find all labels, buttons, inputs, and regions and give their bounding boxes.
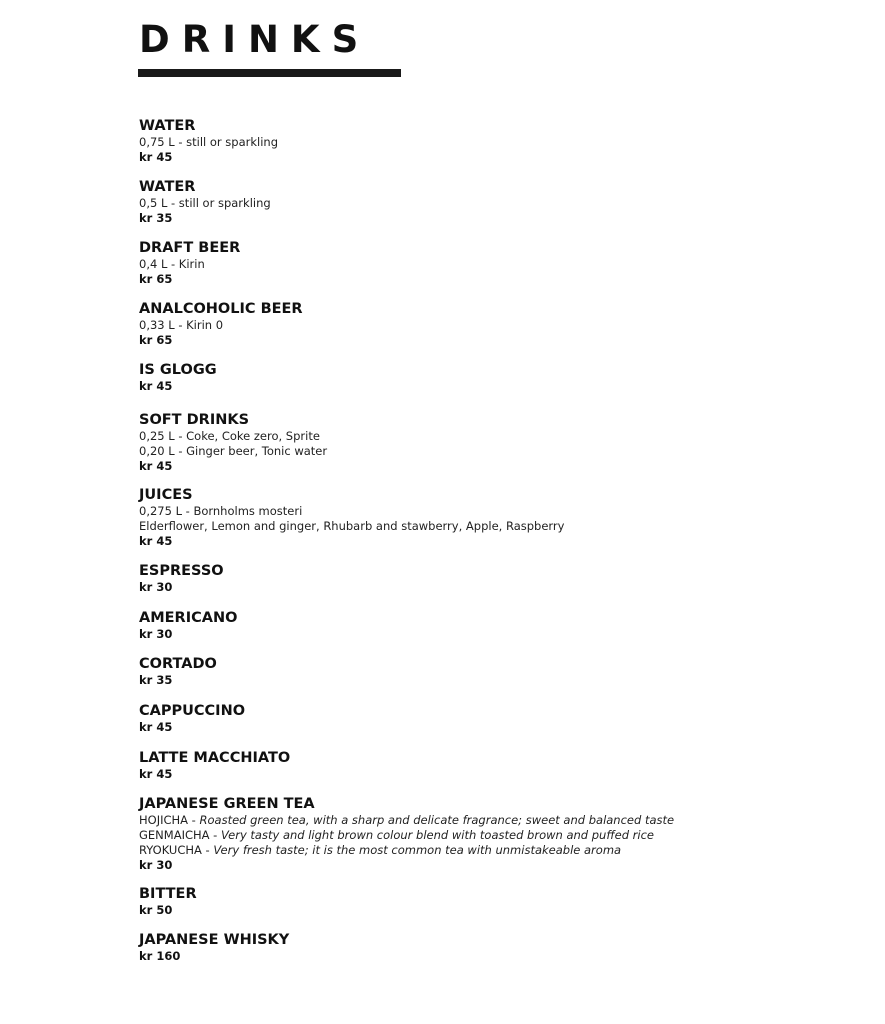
menu-item <box>139 179 271 225</box>
item-price: kr 45 <box>139 379 173 393</box>
item-name: ANALCOHOLIC BEER <box>139 301 303 317</box>
item-name: CORTADO <box>139 656 217 672</box>
item-detail: 0,275 L - Bornholms mosteri <box>139 504 303 518</box>
menu-item <box>139 118 278 164</box>
menu-item <box>139 610 237 641</box>
tea-line <box>139 843 674 858</box>
item-price: kr 30 <box>139 580 173 594</box>
item-price: kr 50 <box>139 903 173 917</box>
item-name: JAPANESE GREEN TEA <box>139 796 315 812</box>
menu-item <box>139 240 240 286</box>
menu-item <box>139 563 224 594</box>
item-name: WATER <box>139 179 196 195</box>
item-detail: 0,20 L - Ginger beer, Tonic water <box>139 444 328 458</box>
item-name: IS GLOGG <box>139 362 217 378</box>
item-price: kr 35 <box>139 211 173 225</box>
menu-item <box>139 750 290 781</box>
item-price: kr 45 <box>139 720 173 734</box>
item-detail: 0,75 L - still or sparkling <box>139 135 278 149</box>
menu-item <box>139 362 217 393</box>
item-price: kr 65 <box>139 333 173 347</box>
tea-label: RYOKUCHA - <box>139 843 214 857</box>
tea-line <box>139 828 674 843</box>
tea-label: HOJICHA - <box>139 813 200 827</box>
item-name: SOFT DRINKS <box>139 412 250 428</box>
menu-item <box>139 796 674 872</box>
tea-label: GENMAICHA - <box>139 828 221 842</box>
tea-description: Roasted green tea, with a sharp and delicate fragrance; sweet and balanced taste <box>199 813 675 827</box>
item-name: ESPRESSO <box>139 563 224 579</box>
menu-item <box>139 932 289 963</box>
item-price: kr 45 <box>139 767 173 781</box>
menu-item <box>139 412 327 473</box>
item-price: kr 45 <box>139 459 173 473</box>
item-price: kr 160 <box>139 949 181 963</box>
tea-description: Very tasty and light brown colour blend with toasted brown and puffed rice <box>220 828 654 842</box>
page-title: DRINKS <box>139 18 371 61</box>
menu-item <box>139 886 197 917</box>
item-detail: 0,33 L - Kirin 0 <box>139 318 224 332</box>
menu-item <box>139 656 217 687</box>
item-detail: 0,25 L - Coke, Coke zero, Sprite <box>139 429 320 443</box>
item-name: DRAFT BEER <box>139 240 241 256</box>
menu-item <box>139 487 564 548</box>
item-price: kr 65 <box>139 272 173 286</box>
item-price: kr 35 <box>139 673 173 687</box>
item-price: kr 45 <box>139 534 173 548</box>
menu-item <box>139 703 245 734</box>
item-name: WATER <box>139 118 196 134</box>
item-name: CAPPUCCINO <box>139 703 246 719</box>
item-name: JAPANESE WHISKY <box>139 932 290 948</box>
tea-description: Very fresh taste; it is the most common tea with unmistakeable aroma <box>213 843 622 857</box>
menu-item <box>139 301 303 347</box>
item-name: AMERICANO <box>139 610 238 626</box>
item-name: BITTER <box>139 886 197 902</box>
tea-line <box>139 813 674 828</box>
item-price: kr 45 <box>139 150 173 164</box>
item-name: JUICES <box>139 487 193 503</box>
title-underline <box>138 69 401 77</box>
item-price: kr 30 <box>139 627 173 641</box>
item-detail: 0,5 L - still or sparkling <box>139 196 271 210</box>
item-price: kr 30 <box>139 858 173 872</box>
item-detail: 0,4 L - Kirin <box>139 257 205 271</box>
item-name: LATTE MACCHIATO <box>139 750 291 766</box>
item-detail: Elderflower, Lemon and ginger, Rhubarb and stawberry, Apple, Raspberry <box>139 519 565 533</box>
